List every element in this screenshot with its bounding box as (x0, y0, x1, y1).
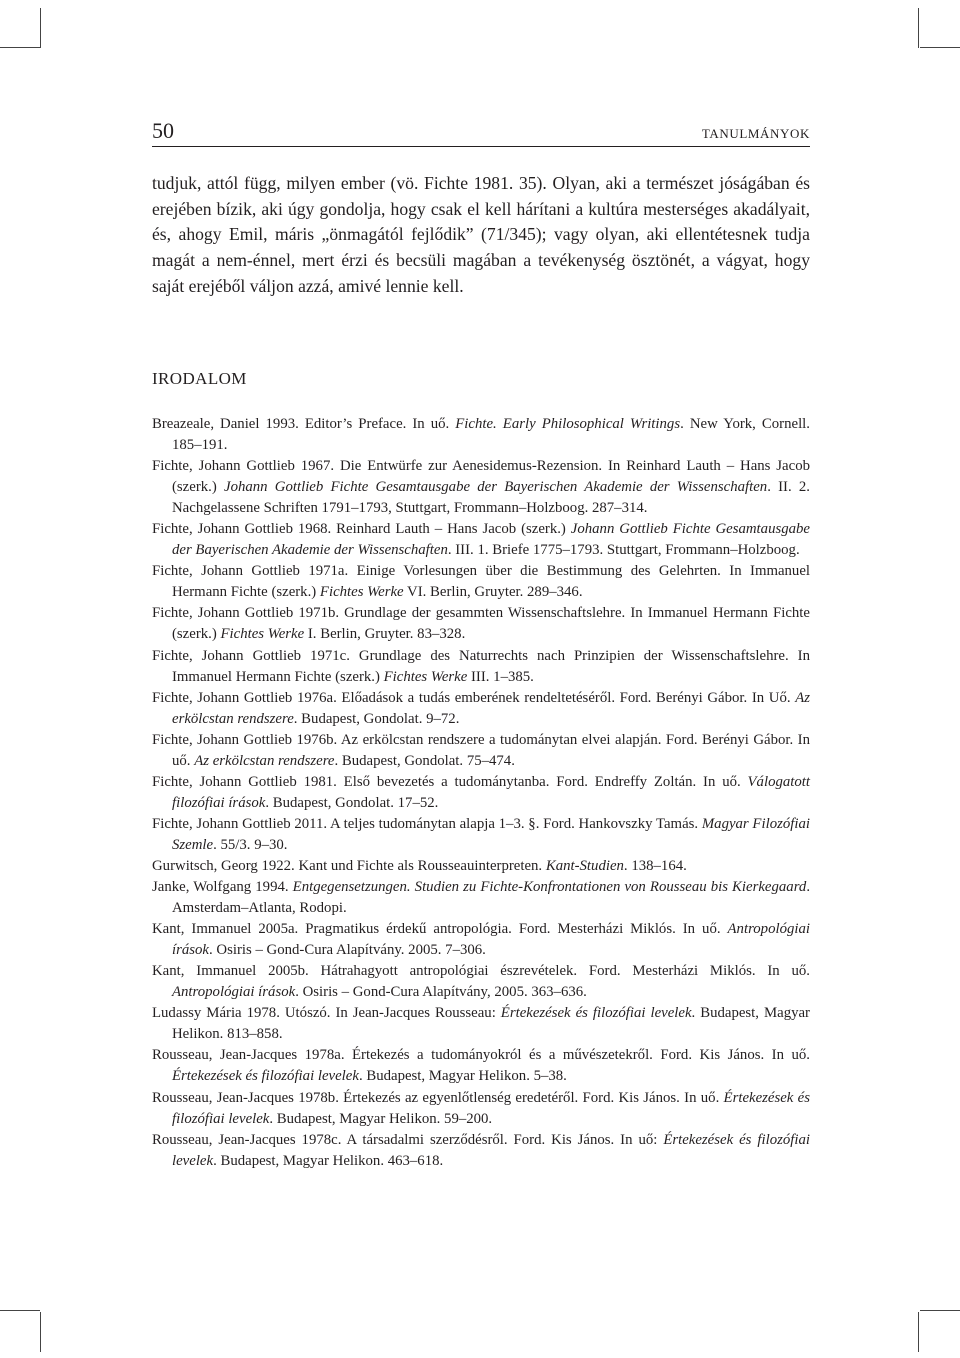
reference-entry (152, 961, 810, 1003)
reference-text: . Osiris – Gond-Cura Alapítvány. 2005. 7–306. (209, 942, 486, 959)
reference-entry (152, 688, 810, 730)
reference-title: Entgegensetzungen. Studien zu Fichte-Konfrontationen von Rousseau bis Kierkegaard (292, 879, 807, 896)
reference-text: Fichte, Johann Gottlieb 2011. A teljes tudománytan alapja 1–3. §. Ford. Hankovszky Tamás. (152, 815, 702, 832)
reference-entry (152, 919, 810, 961)
reference-entry (152, 456, 810, 519)
reference-entry (152, 1130, 810, 1172)
reference-title: Fichtes Werke (319, 584, 404, 601)
reference-text: Fichte, Johann Gottlieb 1971a. Einige Vorlesungen über die Bestimmung des Gelehrten. In Immanuel Hermann Fichte (szerk.) (152, 563, 810, 601)
crop-mark-bottom-left-horizontal (0, 1310, 40, 1311)
reference-text: Fichte, Johann Gottlieb 1976a. Előadások a tudás emberének rendeltetéséről. Ford. Berényi Gábor. In Uő. (152, 689, 796, 706)
reference-text: . Budapest, Magyar Helikon. 59–200. (269, 1110, 493, 1127)
reference-text: . Budapest, Magyar Helikon. 813–858. (172, 1005, 810, 1043)
crop-mark-top-right-horizontal (920, 47, 960, 48)
reference-title: Antropológiai írások (172, 984, 296, 1001)
crop-mark-top-left-horizontal (0, 47, 40, 48)
running-head: TANULMÁNYOK (701, 126, 810, 141)
reference-text: I. Berlin, Gruyter. 83–328. (304, 626, 466, 643)
reference-text: Fichte, Johann Gottlieb 1968. Reinhard Lauth – Hans Jacob (szerk.) (152, 521, 571, 538)
reference-text: . Budapest, Gondolat. 75–474. (334, 752, 515, 769)
reference-text: VI. Berlin, Gruyter. 289–346. (403, 584, 583, 601)
reference-text: Gurwitsch, Georg 1922. Kant und Fichte als Rousseauinterpreten. (152, 857, 546, 874)
reference-title: Magyar Filozófiai Szemle (172, 815, 810, 853)
reference-entry (152, 1045, 810, 1087)
reference-text: Fichte, Johann Gottlieb 1976b. Az erkölcstan rendszere a tudománytan elvei alapján. Ford. Berényi Gábor. In uő. (152, 731, 810, 769)
reference-text: . New York, Cornell. 185–191. (172, 416, 810, 454)
reference-text: . Amsterdam–Atlanta, Rodopi. (172, 879, 811, 917)
reference-entry (152, 1003, 810, 1045)
reference-text: Rousseau, Jean-Jacques 1978b. Értekezés az egyenlőtlenség eredetéről. Ford. Kis János. In uő. (152, 1089, 724, 1106)
reference-text: . Osiris – Gond-Cura Alapítvány, 2005. 363–636. (295, 984, 587, 1001)
reference-text: Fichte, Johann Gottlieb 1971b. Grundlage der gesammten Wissenschaftslehre. In Immanuel Hermann Fichte (szerk.) (152, 605, 810, 643)
reference-title: Az erkölcstan rendszere (172, 689, 810, 727)
reference-text: . III. 1. Briefe 1775–1793. Stuttgart, Frommann–Holzboog. (447, 542, 800, 559)
reference-title: Fichte. Early Philosophical Writings (455, 416, 681, 432)
section-heading: IRODALOM (152, 369, 247, 388)
reference-entry (152, 603, 810, 645)
crop-mark-bottom-left (40, 1312, 41, 1352)
reference-text: . Budapest, Magyar Helikon. 463–618. (213, 1152, 444, 1169)
reference-text: Breazeale, Daniel 1993. Editor’s Preface. In uő. (152, 416, 456, 432)
reference-entry (152, 561, 810, 603)
reference-title: Johann Gottlieb Fichte Gesamtausgabe der Bayerischen Akademie der Wissenschaften (172, 521, 810, 559)
reference-text: Janke, Wolfgang 1994. (152, 879, 293, 896)
reference-entry (152, 1088, 810, 1130)
reference-text: III. 1–385. (467, 668, 534, 685)
reference-title: Értekezések és filozófiai levelek (172, 1131, 810, 1169)
reference-title: Értekezések és filozófiai levelek (172, 1068, 359, 1085)
reference-text: Fichte, Johann Gottlieb 1971c. Grundlage des Naturrechts nach Prinzipien der Wissenschaftslehre. In Immanuel Hermann Fichte (szerk.) (152, 647, 810, 685)
reference-text: Fichte, Johann Gottlieb 1981. Első bevezetés a tudománytanba. Ford. Endreffy Zoltán. In uő. (152, 773, 748, 790)
reference-entry (152, 519, 810, 561)
reference-entry (152, 646, 810, 688)
reference-text: Ludassy Mária 1978. Utószó. In Jean-Jacques Rousseau: (152, 1005, 501, 1022)
reference-entry (152, 814, 810, 856)
reference-entry (152, 856, 810, 877)
reference-title: Antropológiai írások (172, 921, 810, 959)
reference-title: Fichtes Werke (220, 626, 305, 643)
reference-title: Fichtes Werke (383, 668, 468, 685)
reference-text: . Budapest, Gondolat. 17–52. (265, 794, 439, 811)
reference-title: Az erkölcstan rendszere (194, 752, 335, 769)
reference-text: . 55/3. 9–30. (213, 836, 288, 853)
reference-title: Értekezések és filozófiai levelek (500, 1005, 692, 1022)
reference-entry (152, 772, 810, 814)
reference-text: Kant, Immanuel 2005a. Pragmatikus érdekű antropológia. Ford. Mesterházi Miklós. In uő. (152, 921, 728, 938)
reference-title: Johann Gottlieb Fichte Gesamtausgabe der Bayerischen Akademie der Wissenschaften (224, 479, 768, 496)
reference-text: . 138–164. (623, 857, 687, 874)
reference-text: . II. 2. Nachgelassene Schriften 1791–1793, Stuttgart, Frommann–Holzboog. 287–314. (172, 479, 810, 517)
reference-entry (152, 414, 810, 456)
page-header (152, 118, 810, 144)
header-rule (152, 146, 810, 147)
reference-entry (152, 730, 810, 772)
reference-text: Rousseau, Jean-Jacques 1978a. Értekezés a tudományokról és a művészetekről. Ford. Kis János. In uő. (152, 1047, 810, 1064)
crop-mark-top-right (918, 8, 919, 48)
crop-mark-top-left (40, 8, 41, 48)
page-number: 50 (152, 118, 174, 143)
reference-title: Válogatott filozófiai írások (172, 773, 810, 811)
reference-text: . Budapest, Gondolat. 9–72. (293, 710, 460, 727)
body-paragraph: tudjuk, attól függ, milyen ember (vö. Fichte 1981. 35). Olyan, aki a természet jóságában és erejében bízik, aki úgy gondolja, hogy csak el kell hárítani a kultúra mesterséges akadályait, és, ahogy Emil, máris „önmagától fejlődik” (71/345); vagy olyan, aki ellentétesnek tudja magát a nem-énnel, mert érzi és becsüli magában a tevékenység ösztönét, a vágyat, hogy saját erejéből váljon azzá, amivé lennie kell. (152, 173, 810, 296)
crop-mark-bottom-right (918, 1312, 919, 1352)
reference-text: Rousseau, Jean-Jacques 1978c. A társadalmi szerződésről. Ford. Kis János. In uő: (152, 1131, 664, 1148)
reference-text: Fichte, Johann Gottlieb 1967. Die Entwürfe zur Aenesidemus-Rezension. In Reinhard Lauth – Hans Jacob (szerk.) (152, 458, 810, 496)
reference-text: . Budapest, Magyar Helikon. 5–38. (358, 1068, 567, 1085)
crop-mark-bottom-right-horizontal (920, 1310, 960, 1311)
reference-text: Kant, Immanuel 2005b. Hátrahagyott antropológiai észrevételek. Ford. Mesterházi Miklós. In uő. (152, 963, 810, 980)
reference-title: Kant-Studien (545, 857, 624, 874)
reference-list (152, 414, 810, 1172)
reference-title: Értekezések és filozófiai levelek (172, 1089, 810, 1127)
reference-entry (152, 877, 810, 919)
